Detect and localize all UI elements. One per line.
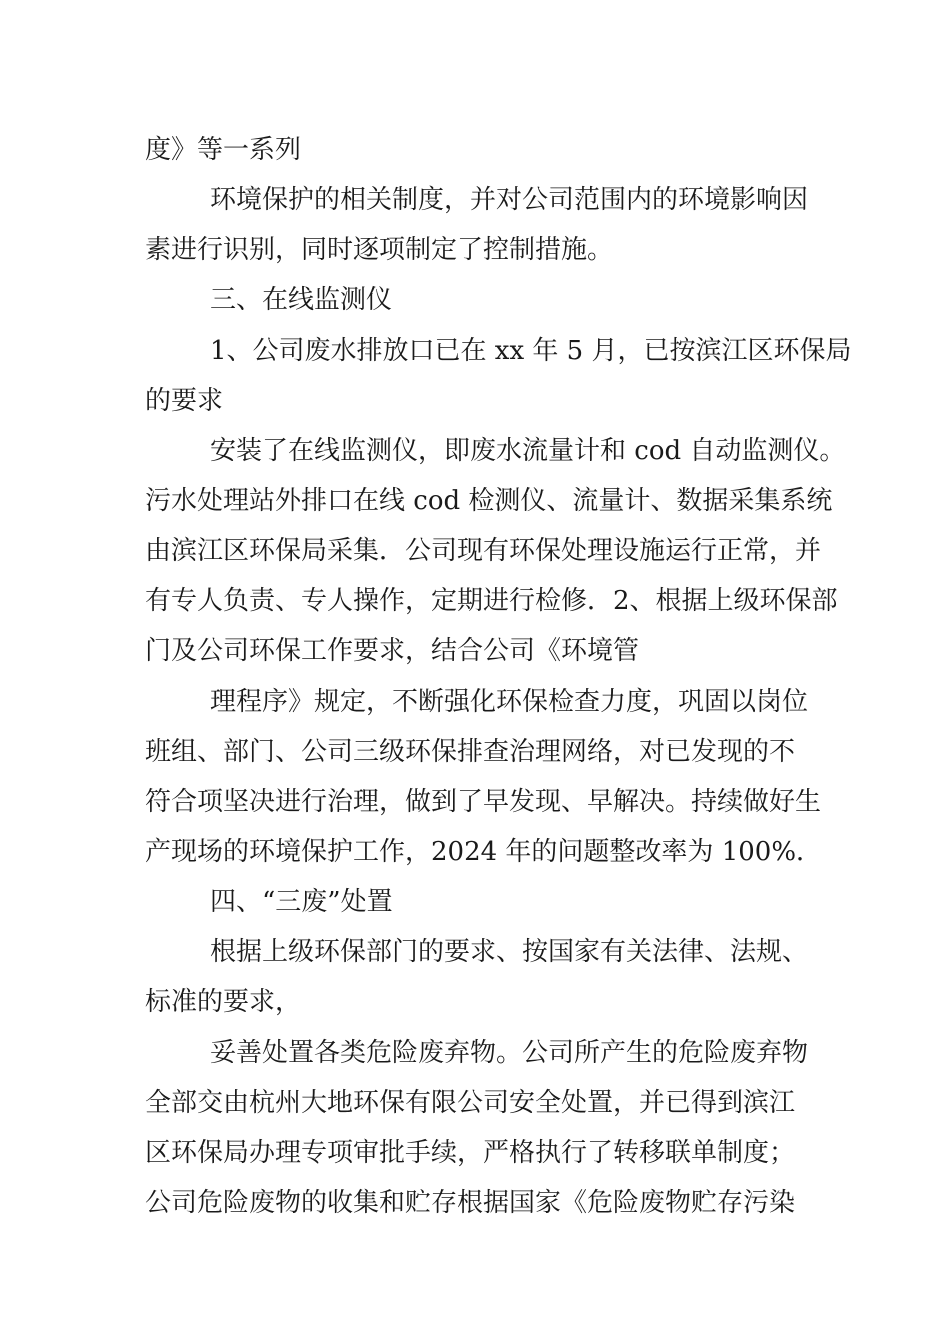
paragraph-line: 理程序》规定，不断强化环保检查力度，巩固以岗位 xyxy=(210,687,809,717)
paragraph-line: 根据上级环保部门的要求、按国家有关法律、法规、 xyxy=(210,937,809,967)
text-line: 区环保局办理专项审批手续，严格执行了转移联单制度； xyxy=(145,1138,796,1168)
text-line: 由滨江区环保局采集．公司现有环保处理设施运行正常，并 xyxy=(145,536,822,566)
text-line: 门及公司环保工作要求，结合公司《环境管 xyxy=(145,636,640,666)
paragraph-line: 环境保护的相关制度，并对公司范围内的环境影响因 xyxy=(210,185,809,215)
text-line: 度》等一系列 xyxy=(145,135,302,165)
section-heading: 四、“三废”处置 xyxy=(210,887,393,917)
text-line: 全部交由杭州大地环保有限公司安全处置，并已得到滨江 xyxy=(145,1088,796,1118)
paragraph-line: 安装了在线监测仪，即废水流量计和 cod 自动监测仪。 xyxy=(210,436,846,466)
text-line: 素进行识别，同时逐项制定了控制措施。 xyxy=(145,235,614,265)
text-line: 污水处理站外排口在线 cod 检测仪、流量计、数据采集系统 xyxy=(145,486,833,516)
text-line: 符合项坚决进行治理，做到了早发现、早解决。持续做好生 xyxy=(145,787,822,817)
text-line: 班组、部门、公司三级环保排查治理网络，对已发现的不 xyxy=(145,737,796,767)
paragraph-line: 妥善处置各类危险废弃物。公司所产生的危险废弃物 xyxy=(210,1038,809,1068)
text-line: 标准的要求， xyxy=(145,987,302,1017)
text-line: 公司危险废物的收集和贮存根据国家《危险废物贮存污染 xyxy=(145,1188,796,1218)
text-line: 产现场的环境保护工作，2024 年的问题整改率为 100%． xyxy=(145,837,823,867)
section-heading: 三、在线监测仪 xyxy=(210,285,393,315)
paragraph-line: 1、公司废水排放口已在 xx 年 5 月，已按滨江区环保局 xyxy=(210,336,852,366)
text-line: 的要求 xyxy=(145,386,224,416)
text-line: 有专人负责、专人操作，定期进行检修．2、根据上级环保部 xyxy=(145,586,838,616)
